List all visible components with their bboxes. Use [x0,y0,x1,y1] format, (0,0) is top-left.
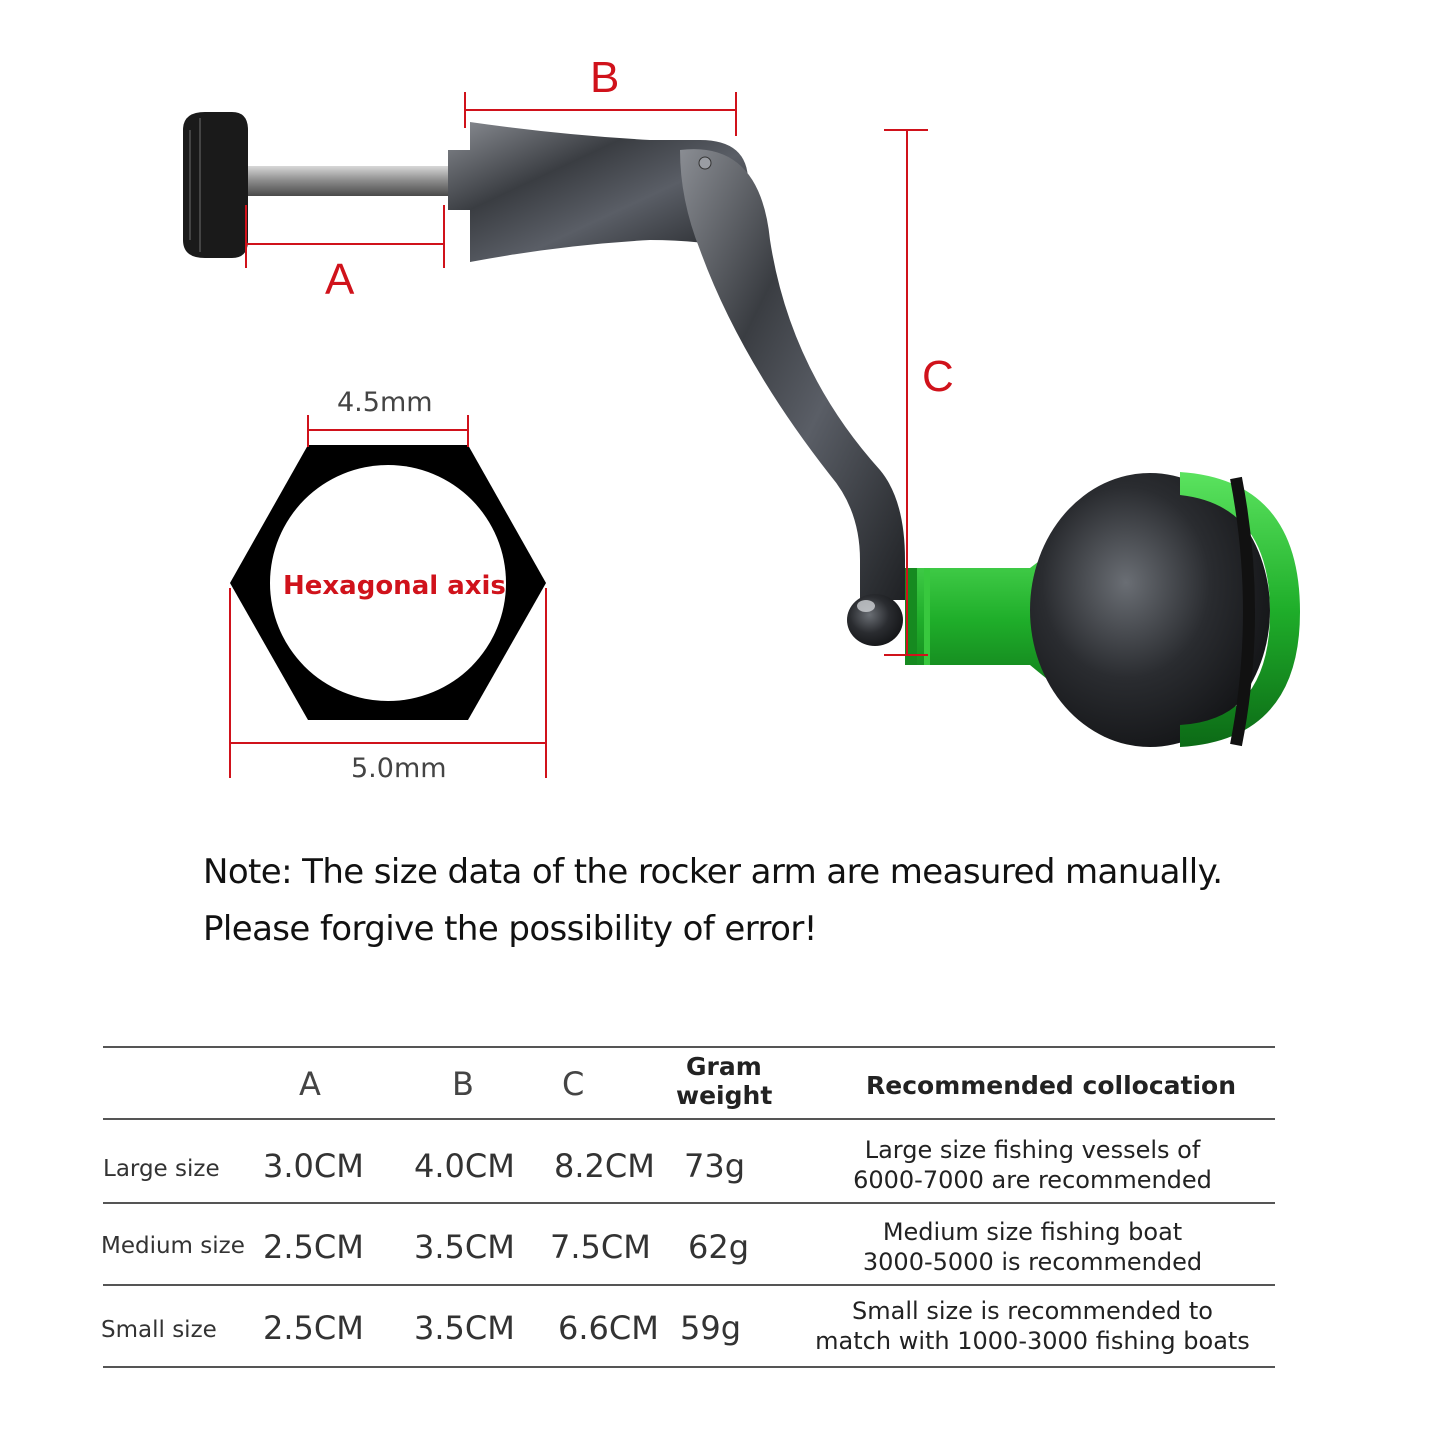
cell-recommended: Small size is recommended to match with 1000-3000 fishing boats [815,1297,1250,1355]
cell-a: 2.5CM [263,1228,364,1266]
cell-b: 3.5CM [414,1309,515,1347]
note-line-2: Please forgive the possibility of error! [203,909,817,949]
cell-weight: 59g [680,1309,742,1347]
label-b: B [590,53,620,102]
hexagon-bottom-width: 5.0mm [351,753,447,784]
cell-recommended: Medium size fishing boat 3000-5000 is recommended [862,1218,1203,1276]
header-weight-1: Gram [686,1052,762,1081]
cell-b: 4.0CM [414,1147,515,1185]
handle-shaft [240,166,465,196]
cell-weight: 62g [688,1228,750,1266]
header-b: B [452,1065,474,1103]
row-size-name: Medium size [101,1233,245,1259]
header-c: C [562,1065,585,1103]
cell-c: 6.6CM [558,1309,659,1347]
table-rule-header [103,1118,1275,1120]
cell-c: 8.2CM [554,1147,655,1185]
note-line-1: Note: The size data of the rocker arm are measured manually. [203,852,1223,892]
hexagon-label: Hexagonal axis [283,571,506,601]
header-a: A [299,1065,321,1103]
cell-b: 3.5CM [414,1228,515,1266]
table-rule-row2 [103,1284,1275,1286]
header-weight-2: weight [676,1081,773,1110]
curved-arm [680,149,905,600]
table-rule-bottom [103,1366,1275,1368]
cell-c: 7.5CM [550,1228,651,1266]
label-c: C [922,352,954,401]
table-rule-top [103,1046,1275,1048]
cell-a: 2.5CM [263,1309,364,1347]
table-rule-row1 [103,1202,1275,1204]
pivot-joint [847,594,903,646]
cell-a: 3.0CM [263,1147,364,1185]
label-a: A [325,255,355,304]
row-size-name: Large size [103,1156,220,1182]
cell-weight: 73g [684,1147,746,1185]
black-cap-knob [183,112,248,258]
header-recommended: Recommended collocation [866,1071,1236,1100]
row-size-name: Small size [101,1317,217,1343]
cell-recommended: Large size fishing vessels of 6000-7000 are recommended [853,1136,1212,1194]
hexagon-top-width: 4.5mm [337,387,433,418]
